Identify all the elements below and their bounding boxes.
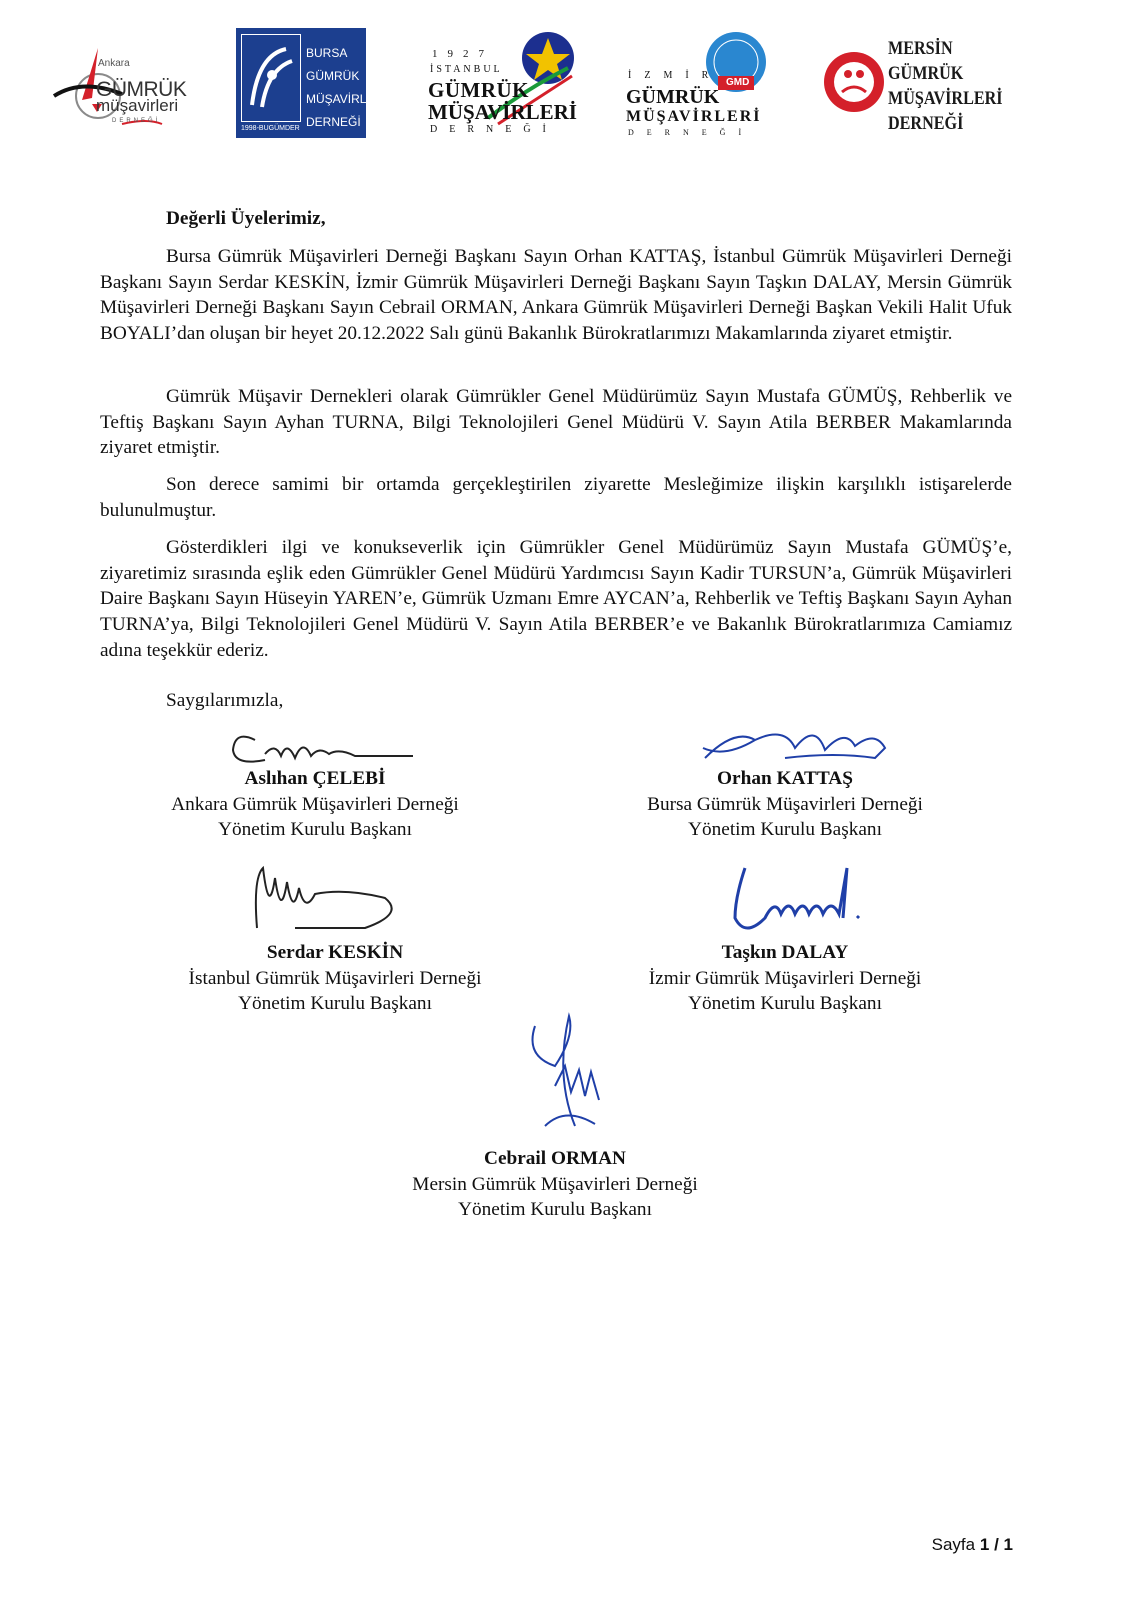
signature-block-bursa [585,766,985,843]
paragraph-2: Gümrük Müşavir Dernekleri olarak Gümrükler Genel Müdürümüz Sayın Mustafa GÜMÜŞ, Rehberlik ve Teftiş Başkanı Sayın Ayhan TURNA, Bilgi Teknolojileri Genel Müdürü V. Sayın Atila BERBER Makamlarında ziyaret etmiştir. [100,386,1012,459]
signatory-org: İzmir Gümrük Müşavirleri Derneği [648,967,922,989]
signatory-title: Yönetim Kurulu Başkanı [688,819,882,840]
closing: Saygılarımızla, [166,690,284,711]
signatory-name: Aslıhan ÇELEBİ [244,768,386,789]
ankara-logo-line3: müşavirleri [96,96,179,115]
mersin-association-logo [822,26,1003,142]
signatory-org: İstanbul Gümrük Müşavirleri Derneği [188,967,482,989]
istanbul-logo-line2: MÜŞAVİRLERİ [428,100,577,124]
page-separator: / [994,1535,999,1554]
izmir-logo-city: İZMİR [628,70,722,81]
bursa-logo-line4: DERNEĞİ [306,115,361,129]
ankara-logo-line4: DERNEĞİ [112,118,161,124]
izmir-logo-badge: GMD [726,77,750,88]
signatory-title: Yönetim Kurulu Başkanı [458,1199,652,1220]
signatory-name: Cebrail ORMAN [484,1148,626,1169]
signatory-org: Mersin Gümrük Müşavirleri Derneği [412,1173,698,1195]
handwritten-signature-icon [135,858,535,938]
izmir-logo-line3: DERNEĞİ [628,128,755,137]
signatory-org: Bursa Gümrük Müşavirleri Derneği [647,793,923,815]
handwritten-signature-icon [585,718,985,768]
izmir-logo-line2: MÜŞAVİRLERİ [626,108,762,125]
ankara-association-logo [52,38,202,138]
handwritten-signature-icon [115,720,515,770]
signatory-org: Ankara Gümrük Müşavirleri Derneği [171,793,459,815]
mersin-logo-line3: MÜŞAVİRLERİ [888,88,1003,109]
signature-block-mersin [355,1146,755,1223]
page-total: 1 [1003,1535,1013,1554]
signatory-title: Yönetim Kurulu Başkanı [688,993,882,1014]
signatory-name: Taşkın DALAY [721,942,849,963]
istanbul-logo-year: 1927 [432,48,494,60]
bursa-logo-line1: BURSA [306,46,348,60]
ankara-logo-line1: Ankara [98,58,130,69]
page-label: Sayfa [931,1535,976,1554]
paragraph-3: Son derece samimi bir ortamda gerçekleştirilen ziyarette Mesleğimize ilişkin karşılıklı istişarelerde bulunulmuştur. [100,474,1012,521]
istanbul-logo-line3: DERNEĞİ [430,124,558,135]
salutation: Değerli Üyelerimiz, [166,208,326,229]
paragraph-1: Bursa Gümrük Müşavirleri Derneği Başkanı Sayın Orhan KATTAŞ, İstanbul Gümrük Müşavirleri Derneği Başkanı Sayın Serdar KESKİN, İzmir Gümrük Müşavirleri Derneği Başkanı Sayın Taşkın DALAY, Mersin Gümrük Müşavirleri Derneği Başkanı Sayın Cebrail ORMAN, Ankara Gümrük Müşavirleri Derneği Başkan Vekili Halit Ufuk BOYALI’dan oluşan bir heyet 20.12.2022 Salı günü Bakanlık Bürokratlarımızı Makamlarında ziyaret etmiştir. [100,246,1012,345]
istanbul-logo-city: İSTANBUL [430,64,503,75]
bursa-emblem-icon [241,34,301,122]
bursa-association-logo [236,28,387,138]
istanbul-association-logo [428,28,578,140]
handwritten-signature-icon [585,858,985,938]
istanbul-logo-line1: GÜMRÜK [428,78,529,102]
handwritten-signature-icon [355,996,755,1146]
izmir-association-logo [624,28,774,140]
mersin-logo-line2: GÜMRÜK [888,63,964,84]
bursa-logo-footer: 1998-BUGÜMDER [241,125,300,132]
signature-block-ankara [115,766,515,843]
signatory-name: Serdar KESKİN [266,942,404,963]
signatory-title: Yönetim Kurulu Başkanı [218,819,412,840]
signatory-name: Orhan KATTAŞ [717,768,853,789]
izmir-logo-line1: GÜMRÜK [626,86,720,108]
ankara-logo-line2: GÜMRÜK [96,78,187,101]
signatory-title: Yönetim Kurulu Başkanı [238,993,432,1014]
bursa-logo-line3: MÜŞAVİRLERİ [306,92,387,106]
bursa-logo-line2: GÜMRÜK [306,69,360,83]
paragraph-4: Gösterdikleri ilgi ve konukseverlik için Gümrükler Genel Müdürümüz Sayın Mustafa GÜMÜŞ’e, ziyaretimiz sırasında eşlik eden Gümrükler Genel Müdürü Yardımcısı Sayın Kadir TURSUN’a, Gümrük Müşavirleri Daire Başkanı Sayın Hüseyin YAREN’e, Gümrük Uzmanı Emre AYCAN’a, Rehberlik ve Teftiş Başkanı Sayın Ayhan TURNA’ya, Bilgi Teknolojileri Genel Müdürü V. Sayın Atila BERBER’e ve Bakanlık Bürokratlarımıza Camiamız adına teşekkür ederiz. [100,537,1012,661]
page-current: 1 [979,1535,990,1554]
mersin-logo-line1: MERSİN [888,38,953,59]
mersin-seal-icon [822,26,886,136]
mersin-logo-line4: DERNEĞİ [888,113,964,134]
page-number [932,1535,1013,1555]
logo-header [0,22,1127,142]
